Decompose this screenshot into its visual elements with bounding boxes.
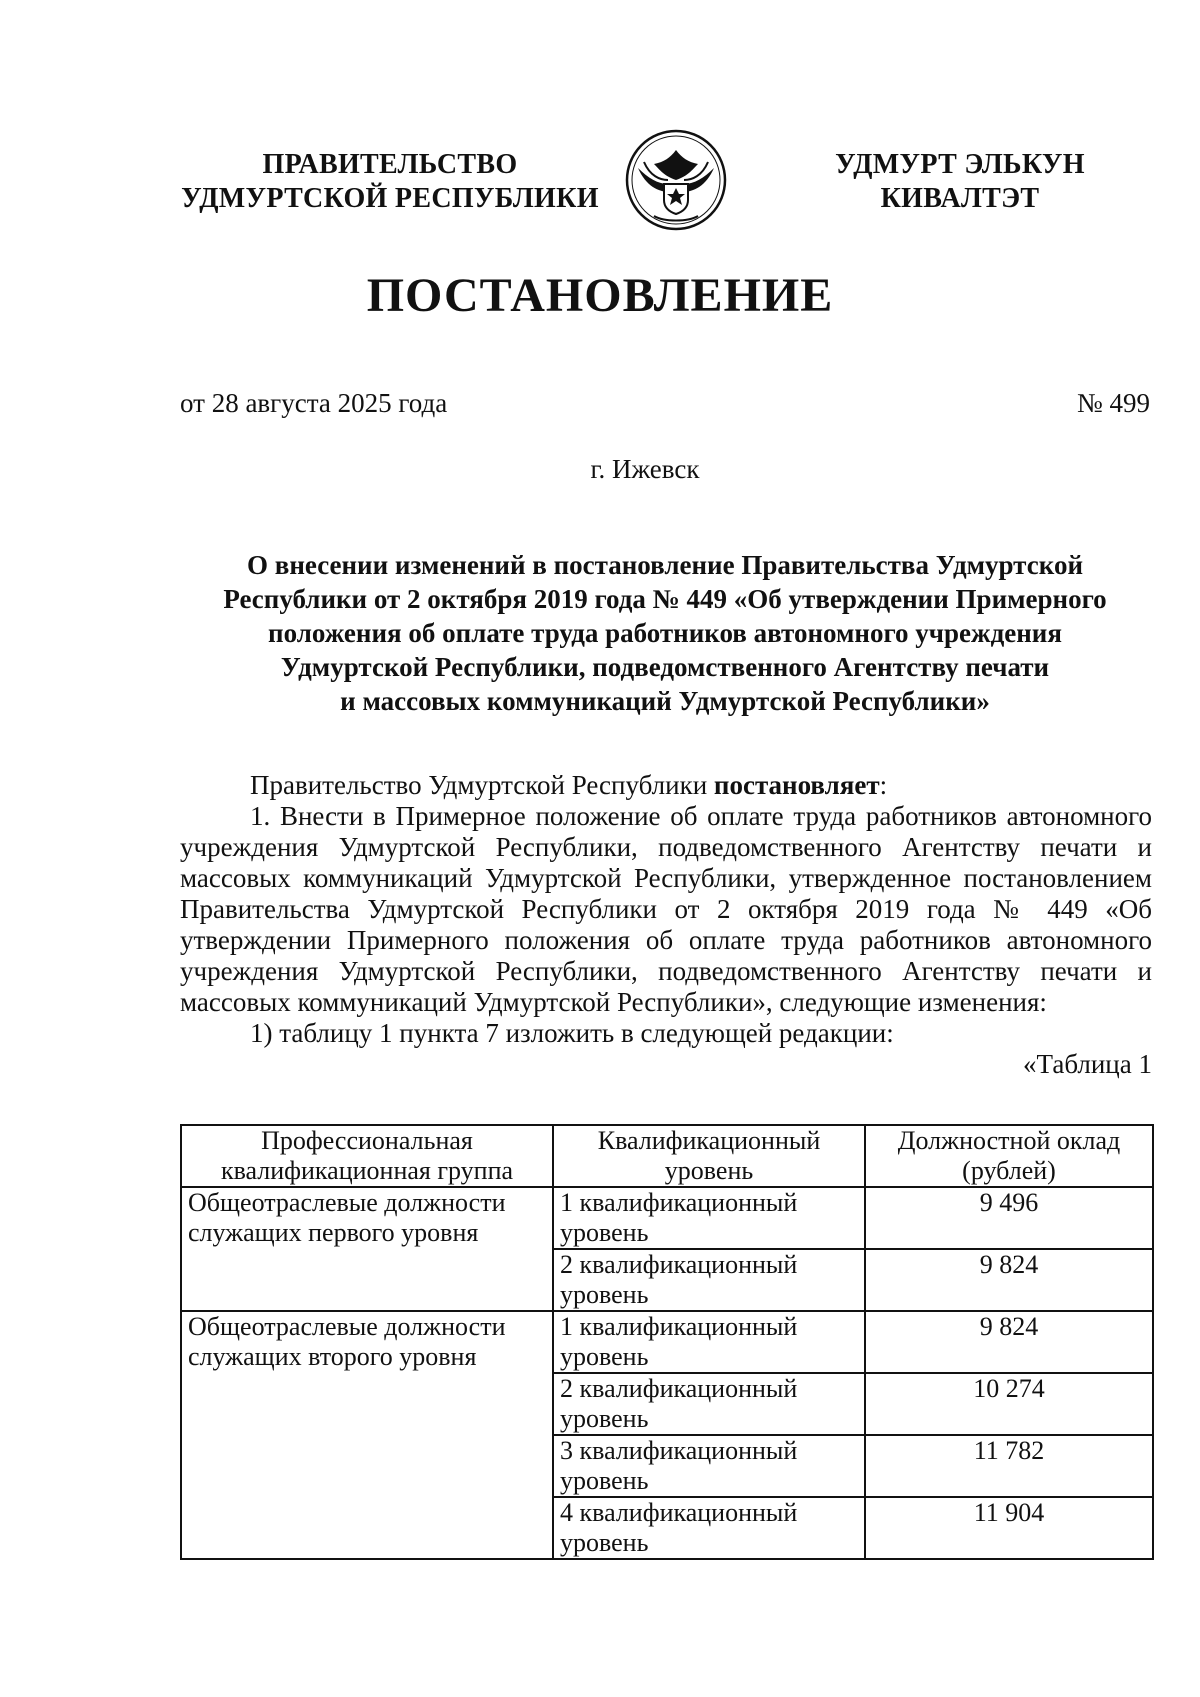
document-date: от 28 августа 2025 года — [180, 388, 448, 418]
document-city: г. Ижевск — [590, 454, 700, 484]
intro-paragraph — [180, 770, 1152, 801]
government-name-udmurt — [810, 148, 1110, 216]
salary-value: 11 904 — [865, 1497, 1153, 1559]
table-row — [181, 1187, 1153, 1249]
salary-value: 10 274 — [865, 1373, 1153, 1435]
header-group: Профессиональная квалификационная группа — [181, 1125, 553, 1187]
table-header-row — [181, 1125, 1153, 1187]
salary-value: 9 824 — [865, 1311, 1153, 1373]
salary-value: 9 496 — [865, 1187, 1153, 1249]
salary-value: 11 782 — [865, 1435, 1153, 1497]
intro-prefix: Правительство Удмуртской Республики — [250, 770, 714, 800]
salary-table — [180, 1124, 1154, 1560]
salary-value: 9 824 — [865, 1249, 1153, 1311]
group-name: Общеотраслевые должности служащих второго уровня — [181, 1311, 553, 1559]
subject-line: и массовых коммуникаций Удмуртской Республики» — [340, 686, 990, 716]
coat-of-arms-icon — [624, 128, 728, 232]
item-1: 1) таблицу 1 пункта 7 изложить в следующей редакции: — [250, 1018, 894, 1048]
table-row — [181, 1311, 1153, 1373]
paragraph-1: 1. Внести в Примерное положение об оплате труда работников автономного учреждения Удмуртской Республики, подведомственного Агентству печати и массовых коммуникаций Удмуртской Республики, утвержденное постановлением Правительства Удмуртской Республики от 2 октября 2019 года № 449 «Об утверждении Примерного положения об оплате труда работников автономного учреждения Удмуртской Республики, подведомственного Агентству печати и массовых коммуникаций Удмуртской Республики», следующие изменения: — [180, 801, 1152, 1017]
qualification-level: 1 квалификационный уровень — [553, 1311, 865, 1373]
subject-line: положения об оплате труда работников автономного учреждения — [268, 618, 1062, 648]
qualification-level: 2 квалификационный уровень — [553, 1373, 865, 1435]
intro-resolves: постановляет — [713, 770, 880, 800]
government-name-udmurt-line2: КИВАЛТЭТ — [880, 183, 1040, 214]
government-name-line1: ПРАВИТЕЛЬСТВО — [262, 149, 518, 180]
document-body — [180, 770, 1152, 1080]
subject-line: О внесении изменений в постановление Правительства Удмуртской — [247, 550, 1083, 580]
qualification-level: 2 квалификационный уровень — [553, 1249, 865, 1311]
group-name: Общеотраслевые должности служащих первого уровня — [181, 1187, 553, 1311]
subject-line: Республики от 2 октября 2019 года № 449 «Об утверждении Примерного — [223, 584, 1107, 614]
document-title: ПОСТАНОВЛЕНИЕ — [366, 269, 834, 322]
intro-suffix: : — [879, 770, 888, 800]
government-name-russian — [160, 148, 620, 216]
qualification-level: 1 квалификационный уровень — [553, 1187, 865, 1249]
government-name-udmurt-line1: УДМУРТ ЭЛЬКУН — [835, 149, 1085, 180]
table-caption: «Таблица 1 — [1023, 1049, 1152, 1079]
header-salary: Должностной оклад (рублей) — [865, 1125, 1153, 1187]
government-name-line2: УДМУРТСКОЙ РЕСПУБЛИКИ — [181, 183, 599, 214]
document-number: № 499 — [1076, 388, 1150, 418]
qualification-level: 4 квалификационный уровень — [553, 1497, 865, 1559]
qualification-level: 3 квалификационный уровень — [553, 1435, 865, 1497]
header-level: Квалификационный уровень — [553, 1125, 865, 1187]
subject-line: Удмуртской Республики, подведомственного Агентству печати — [280, 652, 1050, 682]
document-subject — [180, 548, 1150, 718]
